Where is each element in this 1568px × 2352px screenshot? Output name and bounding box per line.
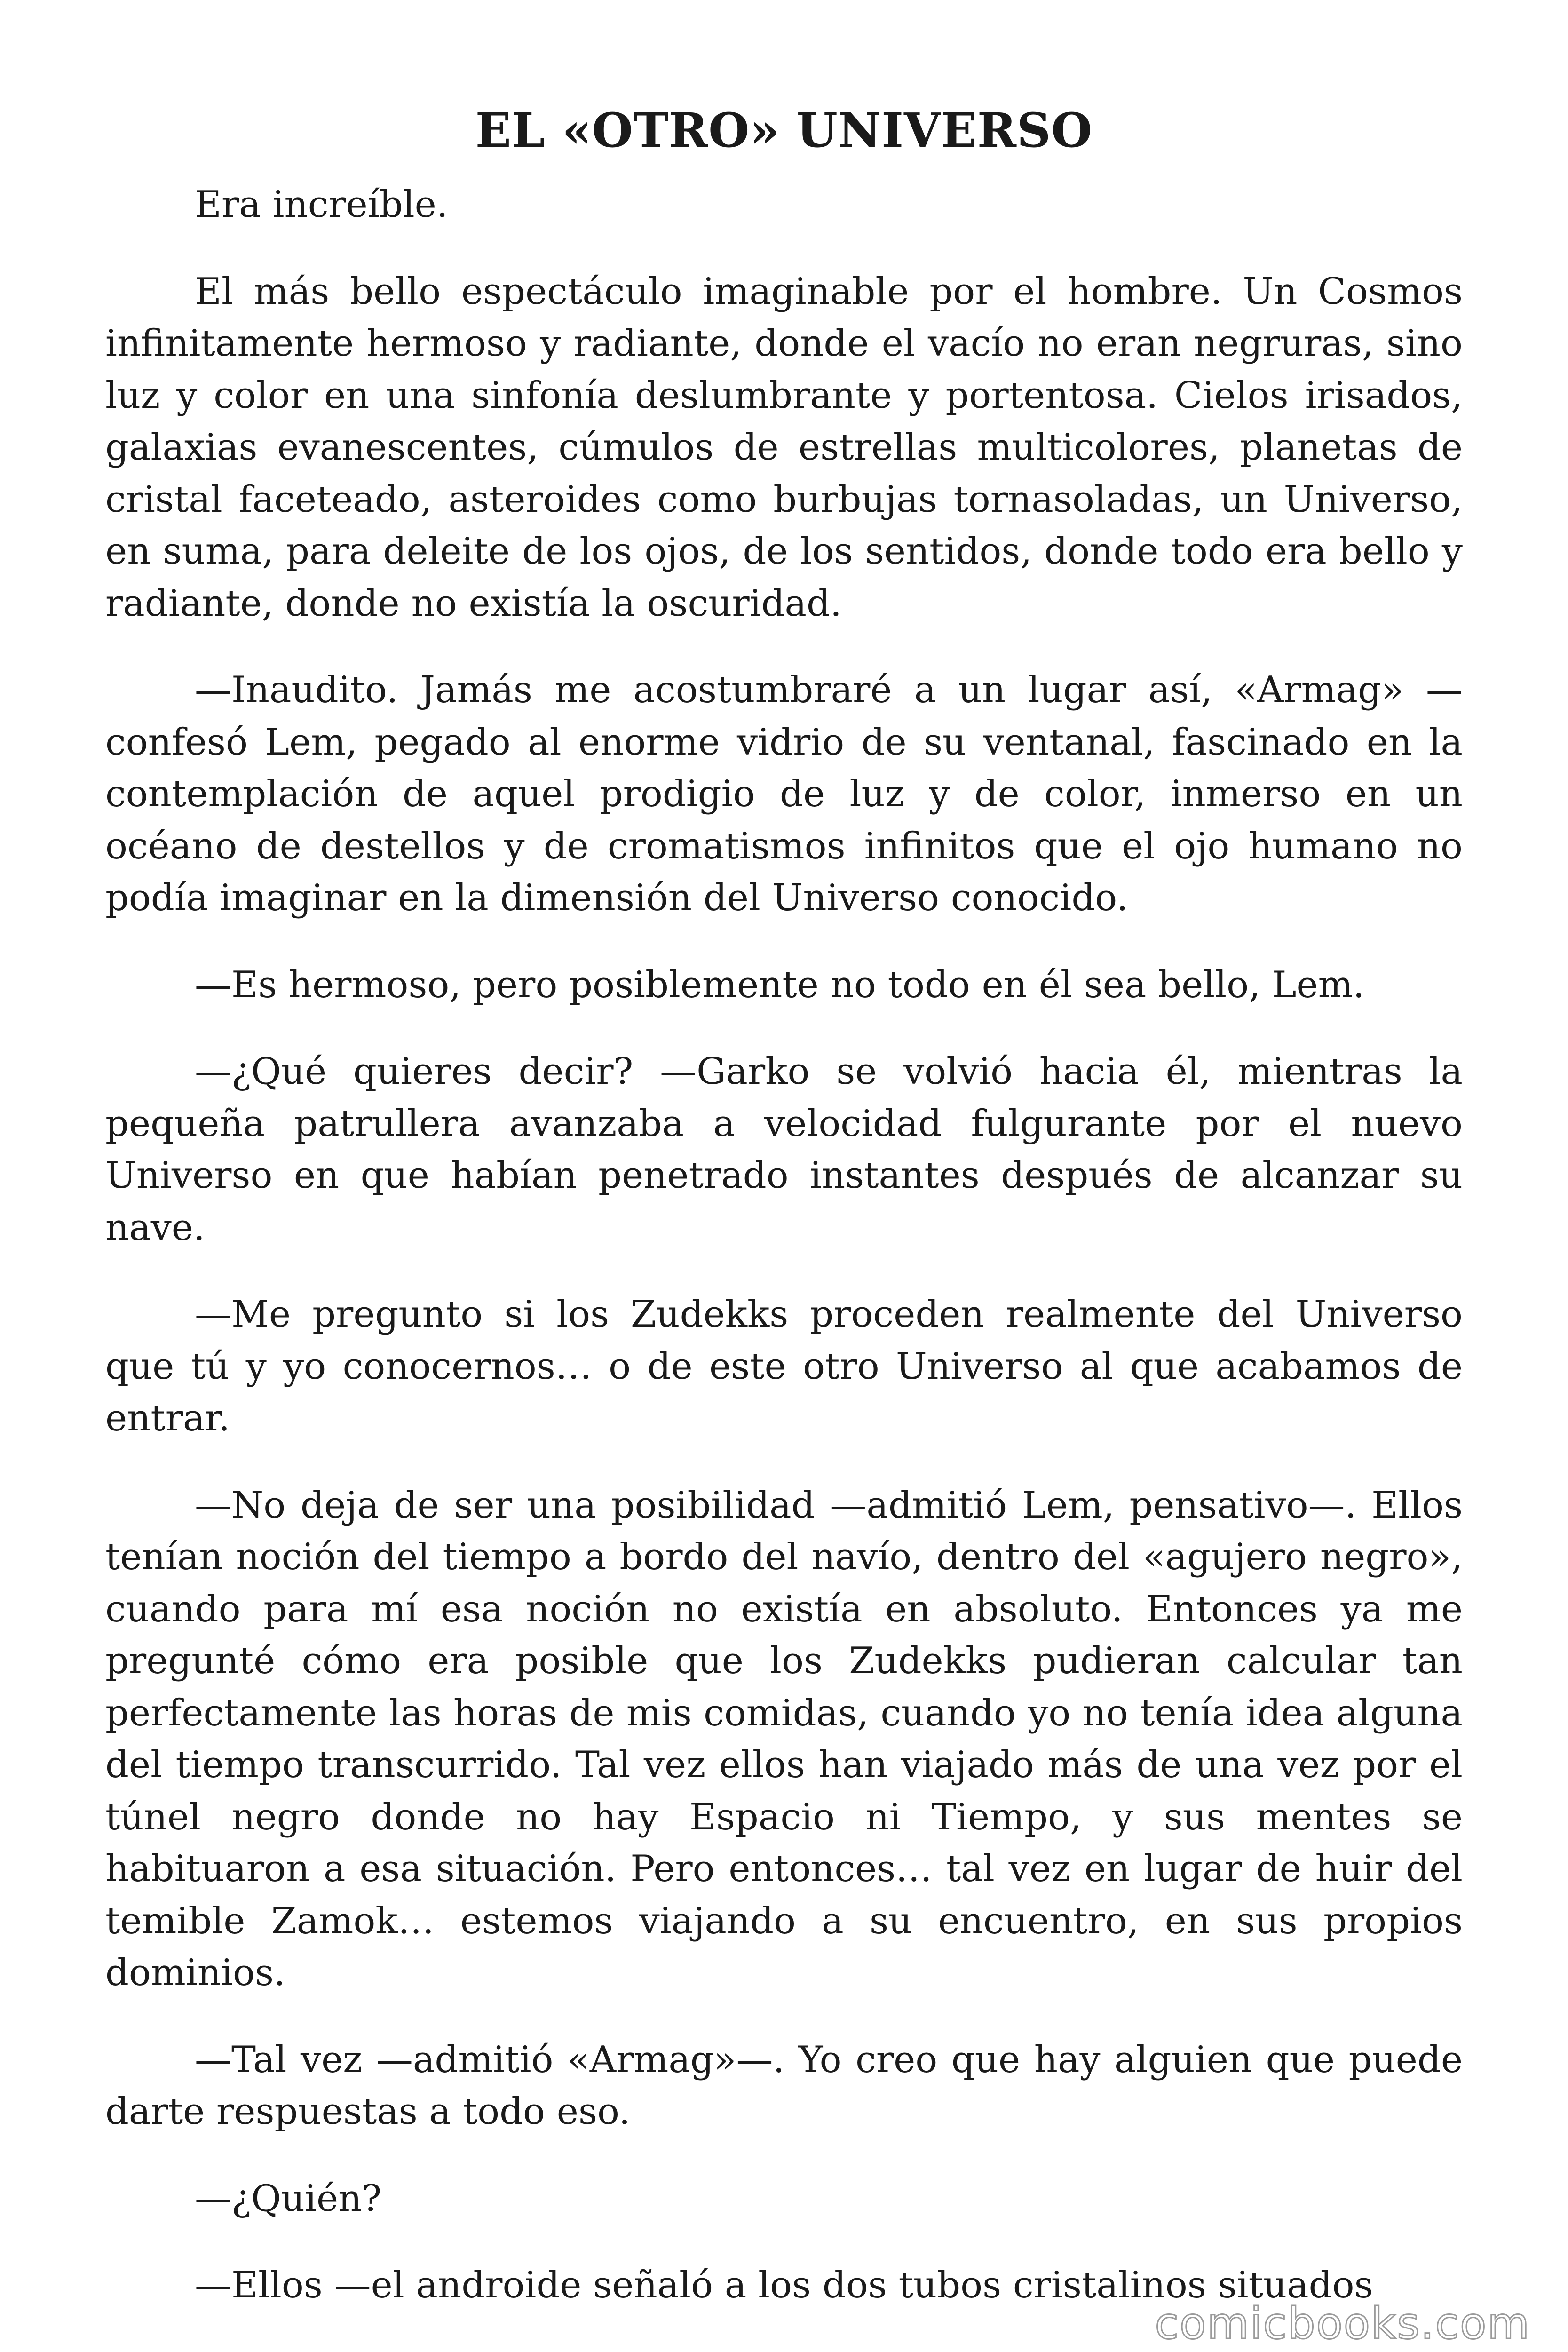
- paragraph: —Me pregunto si los Zudekks proceden realmente del Universo que tú y yo conocernos… o de este otro Universo al que acabamos de entrar.: [105, 1293, 1463, 1439]
- paragraph: El más bello espectáculo imaginable por el hombre. Un Cosmos infinitamente hermoso y radiante, donde el vacío no eran negruras, sino luz y color en una sinfonía deslumbrante y portentosa. Cielos irisados, galaxias evanescentes, cúmulos de estrellas multicolores, planetas de cristal faceteado, asteroides como burbujas tornasoladas, un Universo, en suma, para deleite de los ojos, de los sentidos, donde todo era bello y radiante, donde no existía la oscuridad.: [105, 270, 1463, 625]
- paragraph: —Inaudito. Jamás me acostumbraré a un lugar así, «Armag» —confesó Lem, pegado al enorme vidrio de su ventanal, fascinado en la contemplación de aquel prodigio de luz y de color, inmerso en un océano de destellos y de cromatismos infinitos que el ojo humano no podía imaginar en la dimensión del Universo conocido.: [105, 669, 1463, 919]
- chapter-title: EL «OTRO» UNIVERSO: [475, 103, 1093, 158]
- paragraph: —¿Qué quieres decir? —Garko se volvió hacia él, mientras la pequeña patrullera avanzaba a velocidad fulgurante por el nuevo Universo en que habían penetrado instantes después de alcanzar su nave.: [105, 1050, 1463, 1249]
- paragraph: —¿Quién?: [195, 2177, 382, 2220]
- watermark-logo: comicbooks.com: [1155, 2298, 1530, 2349]
- paragraph: Era increíble.: [195, 183, 448, 226]
- paragraph: —Es hermoso, pero posiblemente no todo en él sea bello, Lem.: [195, 963, 1365, 1006]
- paragraph: —No deja de ser una posibilidad —admitió Lem, pensativo—. Ellos tenían noción del tiempo a bordo del navío, dentro del «agujero negro», cuando para mí esa noción no existía en absoluto. Entonces ya me pregunté cómo era posible que los Zudekks pudieran calcular tan perfectamente las horas de mis comidas, cuando yo no tenía idea alguna del tiempo transcurrido. Tal vez ellos han viajado más de una vez por el túnel negro donde no hay Espacio ni Tiempo, y sus mentes se habituaron a esa situación. Pero entonces… tal vez en lugar de huir del temible Zamok… estemos viajando a su encuentro, en sus propios dominios.: [105, 1484, 1463, 1994]
- paragraph: —Tal vez —admitió «Armag»—. Yo creo que hay alguien que puede darte respuestas a todo eso.: [105, 2038, 1463, 2133]
- paragraph: —Ellos —el androide señaló a los dos tubos cristalinos situados: [195, 2264, 1373, 2306]
- chapter-body: [105, 179, 1463, 2312]
